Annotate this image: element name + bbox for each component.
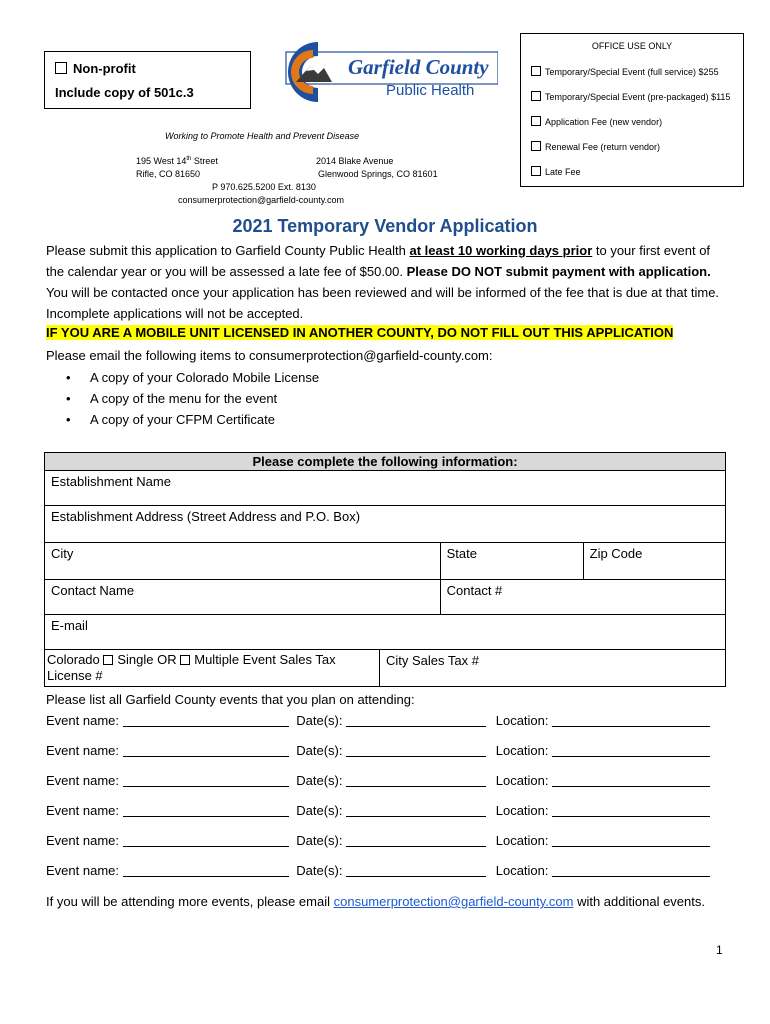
city-field[interactable]: City — [45, 543, 441, 580]
event-row: Event name: Date(s): Location: — [46, 773, 710, 788]
city-sales-tax-field[interactable]: City Sales Tax # — [380, 650, 726, 687]
office-checkbox-2[interactable] — [531, 91, 541, 101]
event-row: Event name: Date(s): Location: — [46, 803, 710, 818]
event-location-input[interactable] — [552, 774, 710, 787]
event-location-input[interactable] — [552, 714, 710, 727]
event-location-input[interactable] — [552, 834, 710, 847]
email-link[interactable]: consumerprotection@garfield-county.com — [333, 894, 574, 909]
list-item: • A copy of your CFPM Certificate — [66, 412, 275, 427]
nonprofit-note: Include copy of 501c.3 — [55, 85, 194, 100]
establishment-address-field[interactable]: Establishment Address (Street Address and P.O. Box) — [45, 506, 726, 543]
address-left-1: 195 West 14th Street — [136, 156, 218, 166]
nonprofit-box — [44, 51, 251, 109]
email-items-intro: Please email the following items to consumerprotection@garfield-county.com: — [46, 348, 493, 363]
event-name-input[interactable] — [123, 834, 289, 847]
tagline: Working to Promote Health and Prevent Disease — [165, 131, 360, 141]
office-checkbox-1[interactable] — [531, 66, 541, 76]
email-field[interactable]: E-mail — [45, 615, 726, 650]
multiple-event-checkbox[interactable] — [180, 655, 190, 665]
single-event-checkbox[interactable] — [103, 655, 113, 665]
office-checkbox-4[interactable] — [531, 141, 541, 151]
list-item: • A copy of the menu for the event — [66, 391, 278, 406]
event-name-input[interactable] — [123, 864, 289, 877]
list-item: • A copy of your Colorado Mobile License — [66, 370, 320, 385]
logo-name: Garfield County — [348, 55, 489, 79]
event-dates-input[interactable] — [346, 744, 486, 757]
address-left-2: Rifle, CO 81650 — [136, 169, 201, 179]
intro-paragraph: Please submit this application to Garfield County Public Health at least 10 working days prior to your first event of the calendar year or you will be assessed a late fee of $50.00. Please DO NOT submit payment with application. You will be contacted once your application has been reviewed and will be informed of the fee that is due at that time. Incomplete applications will not be accepted. — [46, 243, 720, 321]
logo — [266, 40, 498, 104]
nonprofit-checkbox[interactable] — [55, 62, 67, 74]
state-sales-tax-field[interactable]: Colorado Single OR Multiple Event Sales Tax License # — [45, 650, 380, 687]
contact-name-field[interactable]: Contact Name — [45, 580, 441, 615]
information-form — [44, 452, 726, 687]
event-name-input[interactable] — [123, 714, 289, 727]
zip-field[interactable]: Zip Code — [583, 543, 725, 580]
office-use-box — [520, 33, 744, 187]
event-name-input[interactable] — [123, 774, 289, 787]
event-row: Event name: Date(s): Location: — [46, 743, 710, 758]
header-email: consumerprotection@garfield-county.com — [178, 195, 345, 205]
office-item-2[interactable]: Temporary/Special Event (pre-packaged) $115 — [531, 91, 730, 102]
logo-sub: Public Health — [386, 82, 475, 99]
nonprofit-checkbox-row[interactable] — [55, 61, 136, 76]
events-intro: Please list all Garfield County events that you plan on attending: — [46, 692, 415, 707]
event-dates-input[interactable] — [346, 774, 486, 787]
event-dates-input[interactable] — [346, 804, 486, 817]
address-right-2: Glenwood Springs, CO 81601 — [318, 169, 438, 179]
office-item-1[interactable]: Temporary/Special Event (full service) $255 — [531, 66, 719, 77]
office-checkbox-5[interactable] — [531, 166, 541, 176]
deadline-text: at least 10 working days prior — [409, 243, 593, 258]
office-item-3[interactable]: Application Fee (new vendor) — [531, 116, 662, 127]
event-dates-input[interactable] — [346, 714, 486, 727]
footer-note: If you will be attending more events, please email consumerprotection@garfield-county.com with additional events. — [46, 894, 705, 909]
office-item-4[interactable]: Renewal Fee (return vendor) — [531, 141, 660, 152]
office-use-title: OFFICE USE ONLY — [591, 41, 673, 51]
no-payment-text: Please DO NOT submit payment with application. — [406, 264, 711, 279]
event-name-input[interactable] — [123, 804, 289, 817]
page-number: 1 — [716, 943, 723, 957]
phone: P 970.625.5200 Ext. 8130 — [212, 182, 316, 192]
event-location-input[interactable] — [552, 804, 710, 817]
event-dates-input[interactable] — [346, 864, 486, 877]
required-items-list — [66, 367, 319, 430]
address-right-1: 2014 Blake Avenue — [316, 156, 394, 166]
event-location-input[interactable] — [552, 744, 710, 757]
event-row: Event name: Date(s): Location: — [46, 833, 710, 848]
event-name-input[interactable] — [123, 744, 289, 757]
office-checkbox-3[interactable] — [531, 116, 541, 126]
event-location-input[interactable] — [552, 864, 710, 877]
mobile-unit-warning: IF YOU ARE A MOBILE UNIT LICENSED IN ANOTHER COUNTY, DO NOT FILL OUT THIS APPLICATION — [46, 325, 674, 340]
form-header: Please complete the following information: — [45, 453, 726, 471]
event-row: Event name: Date(s): Location: — [46, 713, 710, 728]
office-item-5[interactable]: Late Fee — [531, 166, 581, 177]
event-row: Event name: Date(s): Location: — [46, 863, 710, 878]
establishment-name-field[interactable]: Establishment Name — [45, 471, 726, 506]
contact-number-field[interactable]: Contact # — [440, 580, 725, 615]
nonprofit-label: Non-profit — [73, 61, 136, 76]
state-field[interactable]: State — [440, 543, 583, 580]
page-title: 2021 Temporary Vendor Application — [232, 216, 538, 236]
event-dates-input[interactable] — [346, 834, 486, 847]
